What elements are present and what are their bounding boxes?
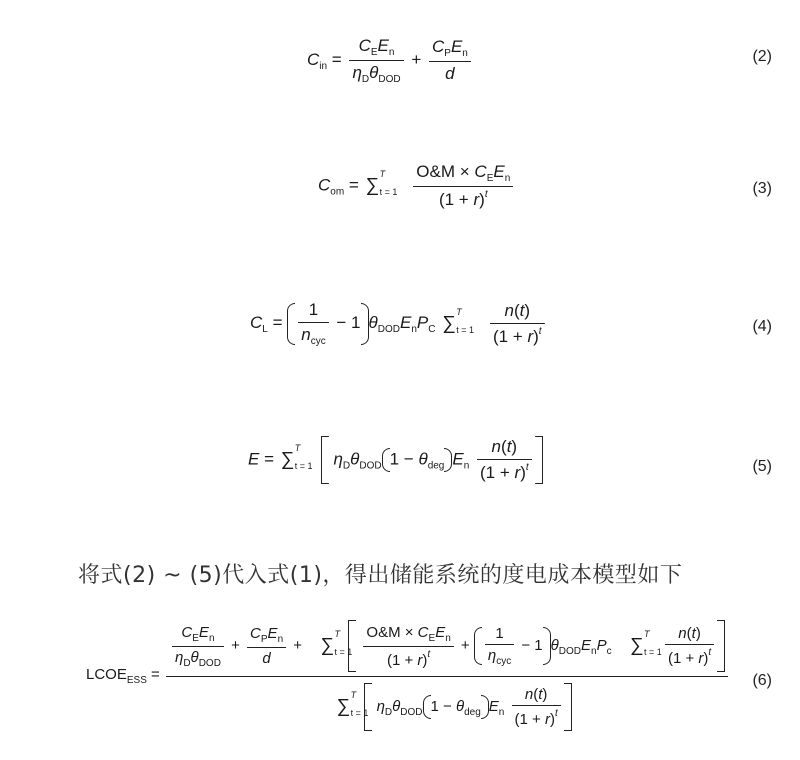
summation-symbol: ∑ T t = 1 xyxy=(365,169,398,197)
summation-symbol: ∑ T t = 1 xyxy=(442,306,474,335)
fraction: $\frac{C_EE_n}{\eta_D\theta_{DOD}}$ xyxy=(172,624,224,669)
equation-6-math: $LCOE_{ESS}$ = $\frac{C_EE_n}{\eta_D\theta_{DOD}}$ + $\frac{C_PE_n}{d}$ + ∑ T t = 1 $\frac{O\&M \times C_EE_n}{(1 + r)^t}$ + $\frac{1}{\eta_{cyc}}$ − 1 $\theta_{DOD}E_nP_c$ ∑ T t = 1 $\frac{n(t)}{(1 + r)^t}$ ∑ T t = 1 $\eta_D\theta_{DOD}$ $1 - \theta_{deg}$ $E_n$ $\frac{n(t)}{(1 + r)^t}$ xyxy=(86,620,731,731)
fraction: $\frac{n(t)}{(1 + r)^t}$ xyxy=(512,686,561,728)
fraction: $\frac{C_PE_n}{d}$ xyxy=(429,37,471,84)
equation-number: (3) xyxy=(752,180,772,197)
equation-4 xyxy=(0,300,800,360)
fraction: $\frac{O\&M \times C_EE_n}{(1 + r)^t}$ xyxy=(413,162,513,210)
equation-number: (2) xyxy=(752,48,772,65)
summation-symbol: ∑ T t = 1 xyxy=(336,690,369,718)
equation-3 xyxy=(0,158,800,228)
equation-number: (6) xyxy=(752,672,772,689)
fraction: $\frac{n(t)}{(1 + r)^t}$ xyxy=(477,437,532,483)
equation-number: (4) xyxy=(752,318,772,335)
summation-symbol: ∑ T t = 1 xyxy=(280,443,313,471)
equation-6 xyxy=(0,620,800,750)
fraction: $\frac{1}{n_{cyc}}$ xyxy=(298,300,328,347)
fraction: $\frac{O\&M \times C_EE_n}{(1 + r)^t}$ xyxy=(363,624,453,669)
big-fraction: $\frac{C_EE_n}{\eta_D\theta_{DOD}}$ + $\frac{C_PE_n}{d}$ + ∑ T t = 1 $\frac{O\&M \times C_EE_n}{(1 + r)^t}$ + $\frac{1}{\eta_{cyc}}$ − 1 $\theta_{DOD}E_nP_c$ ∑ T t = 1 $\frac{n(t)}{(1 + r)^t}$ ∑ T t = 1 $\eta_D\theta_{DOD}$ $1 - \theta_{deg}$ $E_n$ $\frac{n(t)}{(1 + r)^t}$ xyxy=(166,620,728,731)
equation-5 xyxy=(0,436,800,496)
summation-symbol: ∑ T t = 1 xyxy=(320,629,353,657)
equation-2-math: $C_{in}$ = $\frac{C_EE_n}{\eta_D\theta_{DOD}}$ + $\frac{C_PE_n}{d}$ xyxy=(307,36,474,85)
equation-5-math: E = ∑ T t = 1 $\eta_D\theta_{DOD}$ $1 - \theta_{deg}$ $E_n$ $\frac{n(t)}{(1 + r)^t}$ xyxy=(248,436,543,484)
summation-symbol: ∑ T t = 1 xyxy=(630,629,662,657)
fraction: $\frac{n(t)}{(1 + r)^t}$ xyxy=(665,625,714,667)
fraction: $\frac{C_EE_n}{\eta_D\theta_{DOD}}$ xyxy=(349,36,403,85)
equation-3-math: $C_{om}$ = ∑ T t = 1 $\frac{O\&M \times C_EE_n}{(1 + r)^t}$ xyxy=(318,162,516,210)
fraction: $\frac{C_PE_n}{d}$ xyxy=(247,625,286,667)
equation-4-math: $C_L$ = $\frac{1}{n_{cyc}}$ − 1 $\theta_{DOD}E_nP_C$ ∑ T t = 1 $\frac{n(t)}{(1 + r)^t}$ xyxy=(250,300,548,347)
fraction: $\frac{1}{\eta_{cyc}}$ xyxy=(485,625,514,667)
equation-2 xyxy=(0,30,800,100)
body-text: 将式(2) ~ (5)代入式(1)，得出储能系统的度电成本模型如下 xyxy=(78,563,683,588)
equation-number: (5) xyxy=(752,458,772,475)
fraction: $\frac{n(t)}{(1 + r)^t}$ xyxy=(490,301,545,347)
